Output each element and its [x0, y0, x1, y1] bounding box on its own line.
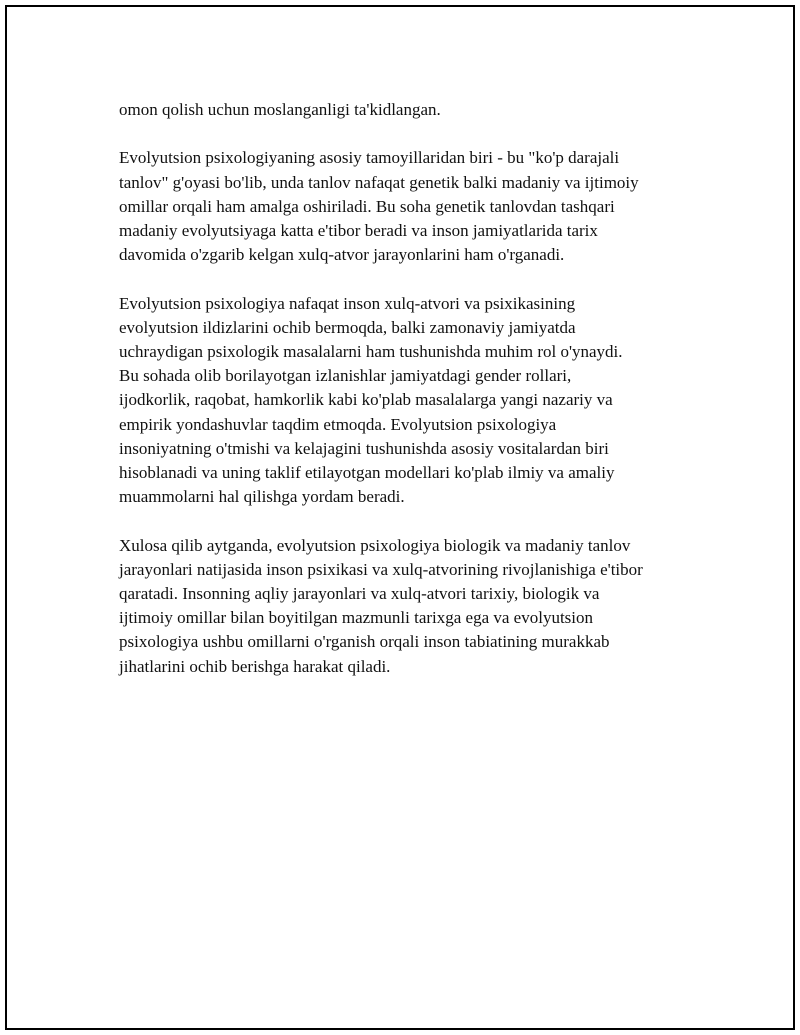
paragraph-continuation: omon qolish uchun moslanganligi ta'kidlangan.	[119, 100, 441, 119]
paragraph-conclusion: Xulosa qilib aytganda, evolyutsion psixologiya biologik va madaniy tanlov jarayonlari natijasida inson psixikasi va xulq-atvorining rivojlanishiga e'tibor qaratadi. Insonning aqliy jarayonlari va xulq-atvori tarixiy, biologik va ijtimoiy omillar bilan boyitilgan mazmunli tarixga ega va evolyutsion psixologiya ushbu omillarni o'rganish orqali inson tabiatining murakkab jihatlarini ochib berishga harakat qiladi.	[119, 535, 643, 676]
document-body	[119, 98, 694, 703]
page-frame	[5, 5, 795, 1030]
paragraph-multilevel-selection: Evolyutsion psixologiyaning asosiy tamoyillaridan biri - bu "ko'p darajali tanlov" g'oyasi bo'lib, unda tanlov nafaqat genetik balki madaniy va ijtimoiy omillar orqali ham amalga oshiriladi. Bu soha genetik tanlovdan tashqari madaniy evolyutsiyaga katta e'tibor beradi va inson jamiyatlarida tarix davomida o'zgarib kelgan xulq-atvor jarayonlarini ham o'rganadi.	[119, 148, 639, 265]
paragraph-modern-relevance: Evolyutsion psixologiya nafaqat inson xulq-atvori va psixikasining evolyutsion ildizlarini ochib bermoqda, balki zamonaviy jamiyatda uchraydigan psixologik masalalarni ham tushunishda muhim rol o'ynaydi. Bu sohada olib borilayotgan izlanishlar jamiyatdagi gender rollari, ijodkorlik, raqobat, hamkorlik kabi ko'plab masalalarga yangi nazariy va empirik yondashuvlar taqdim etmoqda. Evolyutsion psixologiya insoniyatning o'tmishi va kelajagini tushunishda asosiy vositalardan biri hisoblanadi va uning taklif etilayotgan modellari ko'plab ilmiy va amaliy muammolarni hal qilishga yordam beradi.	[119, 293, 623, 507]
